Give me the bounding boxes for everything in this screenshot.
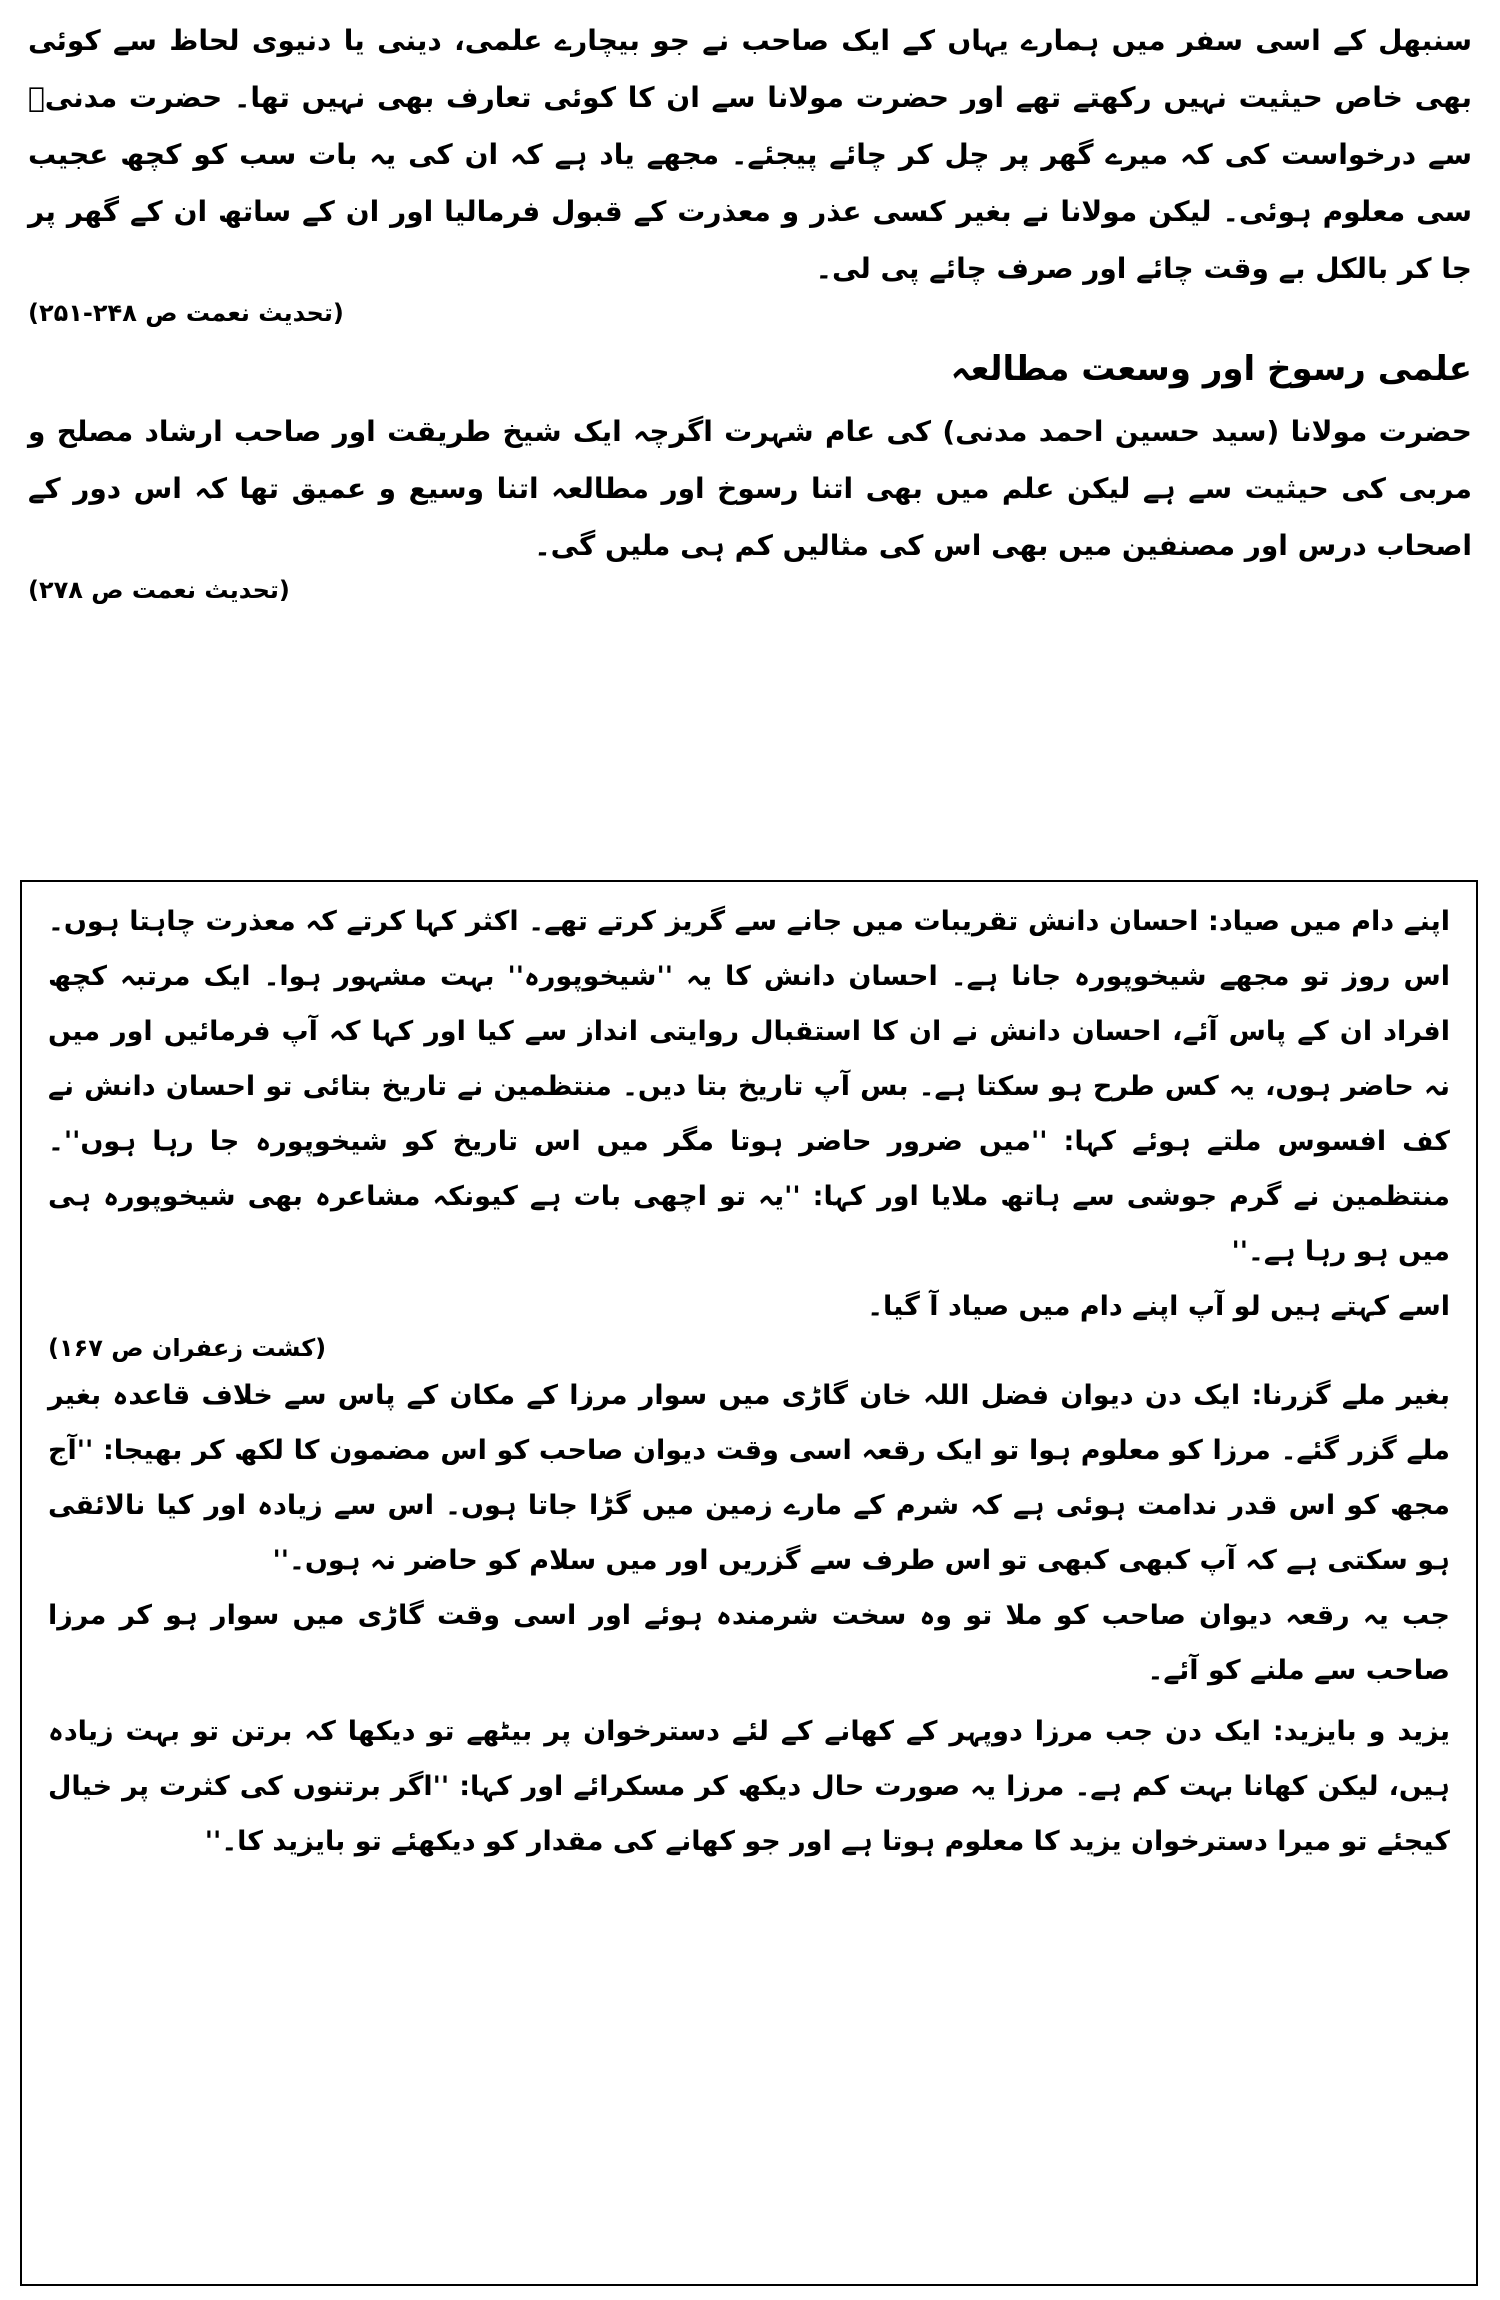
anecdote-3 xyxy=(48,1704,1450,1869)
anecdote-2 xyxy=(48,1368,1450,1588)
section2-paragraph: حضرت مولانا (سید حسین احمد مدنی) کی عام شہرت اگرچہ ایک شیخ طریقت اور صاحب ارشاد مصلح و مربی کی حیثیت سے ہے لیکن علم میں بھی اتنا رسوخ اور مطالعہ اتنا وسیع و عمیق تھا کہ اس دور کے اصحاب درس اور مصنفین میں بھی اس کی مثالیں کم ہی ملیں گی۔ xyxy=(28,415,1472,562)
section2-reference: (تحدیث نعمت ص ۲۷۸) xyxy=(28,576,290,604)
anecdote-2-followup: جب یہ رقعہ دیوان صاحب کو ملا تو وہ سخت شرمندہ ہوئے اور اسی وقت گاڑی میں سوار ہو کر مرزا صاحب سے ملنے کو آئے۔ xyxy=(48,1600,1450,1686)
anecdotes-box xyxy=(20,880,1478,2286)
anecdote-3-text: ایک دن جب مرزا دوپہر کے کھانے کے لئے دسترخوان پر بیٹھے تو دیکھا کہ برتن تو بہت زیادہ ہیں، لیکن کھانا بہت کم ہے۔ مرزا یہ صورت حال دیکھ کر مسکرائے اور کہا: ''اگر برتنوں کی کثرت پر خیال کیجئے تو میرا دسترخوان یزید کا معلوم ہوتا ہے اور جو کھانے کی مقدار کو دیکھئے تو بایزید کا۔'' xyxy=(48,1716,1450,1857)
section-heading: علمی رسوخ اور وسعت مطالعہ xyxy=(950,349,1472,389)
article-page xyxy=(28,12,1472,610)
anecdote-1-title: اپنے دام میں صیاد: xyxy=(1208,906,1450,937)
anecdote-1 xyxy=(48,894,1450,1279)
anecdote-3-title: یزید و بایزید: xyxy=(1272,1716,1451,1747)
anecdote-1-text: احسان دانش تقریبات میں جانے سے گریز کرتے تھے۔ اکثر کہا کرتے کہ معذرت چاہتا ہوں۔ اس روز تو مجھے شیخوپورہ جانا ہے۔ احسان دانش کا یہ ''شیخوپورہ'' بہت مشہور ہوا۔ ایک مرتبہ کچھ افراد ان کے پاس آئے، احسان دانش نے ان کا استقبال روایتی انداز سے کیا اور کہا کہ آپ فرمائیں اور میں نہ حاضر ہوں، یہ کس طرح ہو سکتا ہے۔ بس آپ تاریخ بتا دیں۔ منتظمین نے تاریخ بتائی تو احسان دانش نے کف افسوس ملتے ہوئے کہا: ''میں ضرور حاضر ہوتا مگر میں اس تاریخ کو شیخوپورہ جا رہا ہوں''۔ منتظمین نے گرم جوشی سے ہاتھ ملایا اور کہا: ''یہ تو اچھی بات ہے کیونکہ مشاعرہ بھی شیخوپورہ ہی میں ہو رہا ہے۔'' xyxy=(48,906,1450,1267)
section1-paragraph: سنبھل کے اسی سفر میں ہمارے یہاں کے ایک صاحب نے جو بیچارے علمی، دینی یا دنیوی لحاظ سے کوئی بھی خاص حیثیت نہیں رکھتے تھے اور حضرت مولانا سے ان کا کوئی تعارف بھی نہیں تھا۔ حضرت مدنیؒ سے درخواست کی کہ میرے گھر پر چل کر چائے پیجئے۔ مجھے یاد ہے کہ ان کی یہ بات سب کو کچھ عجیب سی معلوم ہوئی۔ لیکن مولانا نے بغیر کسی عذر و معذرت کے قبول فرمالیا اور ان کے ساتھ ان کے گھر پر جا کر بالکل بے وقت چائے اور صرف چائے پی لی۔ xyxy=(28,24,1472,285)
section1-reference: (تحدیث نعمت ص ۲۴۸-۲۵۱) xyxy=(28,299,344,327)
anecdote-1-closing: اسے کہتے ہیں لو آپ اپنے دام میں صیاد آ گیا۔ xyxy=(867,1291,1450,1322)
anecdote-2-text: ایک دن دیوان فضل اللہ خان گاڑی میں سوار مرزا کے مکان کے پاس سے خلاف قاعدہ بغیر ملے گزر گئے۔ مرزا کو معلوم ہوا تو ایک رقعہ اسی وقت دیوان صاحب کو اس مضمون کا لکھ کر بھیجا: ''آج مجھ کو اس قدر ندامت ہوئی ہے کہ شرم کے مارے زمین میں گڑا جاتا ہوں۔ اس سے زیادہ اور کیا نالائقی ہو سکتی ہے کہ آپ کبھی کبھی تو اس طرف سے گزریں اور میں سلام کو حاضر نہ ہوں۔'' xyxy=(48,1380,1451,1576)
anecdote-2-title: بغیر ملے گزرنا: xyxy=(1251,1380,1450,1411)
anecdote-1-reference: (کشت زعفران ص ۱۶۷) xyxy=(48,1334,327,1362)
